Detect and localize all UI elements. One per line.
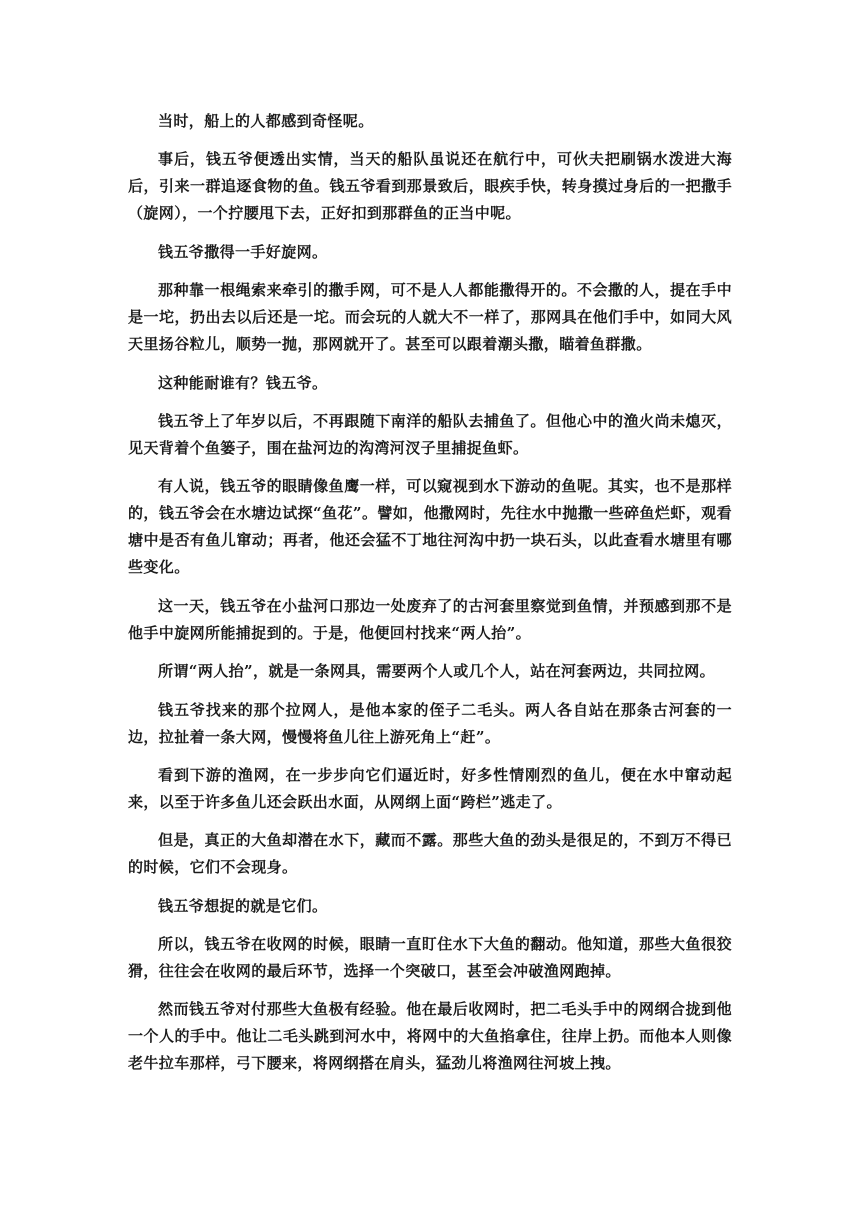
paragraph: 看到下游的渔网，在一步步向它们逼近时，好多性情刚烈的鱼儿，便在水中窜动起来，以至于许多鱼儿还会跃出水面，从网纲上面“跨栏”逃走了。: [128, 765, 732, 811]
paragraph: 钱五爷找来的那个拉网人，是他本家的侄子二毛头。两人各自站在那条古河套的一边，拉扯着一条大网，慢慢将鱼儿往上游死角上“赶”。: [128, 700, 732, 746]
paragraph: 钱五爷想捉的就是它们。: [158, 896, 328, 915]
paragraph: 但是，真正的大鱼却潜在水下，藏而不露。那些大鱼的劲头是很足的，不到万不得已的时候，它们不会现身。: [128, 831, 732, 877]
paragraph: 所谓“两人抬”，就是一条网具，需要两个人或几个人，站在河套两边，共同拉网。: [158, 662, 716, 681]
body-text: [128, 108, 732, 1089]
paragraph: 然而钱五爷对付那些大鱼极有经验。他在最后收网时，把二毛头手中的网纲合拢到他一个人的手中。他让二毛头跳到河水中，将网中的大鱼掐拿住，往岸上扔。而他本人则像老牛拉车那样，弓下腰来，将网纲搭在肩头，猛劲儿将渔网往河坡上拽。: [128, 1000, 732, 1073]
paragraph: 这种能耐谁有？钱五爷。: [158, 373, 328, 392]
paragraph: 事后，钱五爷便透出实情，当天的船队虽说还在航行中，可伙夫把刷锅水泼进大海后，引来一群追逐食物的鱼。钱五爷看到那景致后，眼疾手快，转身摸过身后的一把撒手（旋网），一个拧腰甩下去，正好扣到那群鱼的正当中呢。: [128, 150, 732, 223]
paragraph: 所以，钱五爷在收网的时候，眼睛一直盯住水下大鱼的翻动。他知道，那些大鱼很狡猾，往往会在收网的最后环节，选择一个突破口，甚至会冲破渔网跑掉。: [128, 935, 732, 981]
paragraph: 钱五爷撒得一手好旋网。: [158, 242, 328, 261]
paragraph: 那种靠一根绳索来牵引的撒手网，可不是人人都能撒得开的。不会撒的人，提在手中是一坨，扔出去以后还是一坨。而会玩的人就大不一样了，那网具在他们手中，如同大风天里扬谷粒儿，顺势一抛，那网就开了。甚至可以跟着潮头撒，瞄着鱼群撒。: [128, 281, 732, 354]
paragraph: 钱五爷上了年岁以后，不再跟随下南洋的船队去捕鱼了。但他心中的渔火尚未熄灭，见天背着个鱼篓子，围在盐河边的沟湾河汊子里捕捉鱼虾。: [128, 411, 732, 457]
paragraph: 这一天，钱五爷在小盐河口那边一处废弃了的古河套里察觉到鱼情，并预感到那不是他手中旋网所能捕捉到的。于是，他便回村找来“两人抬”。: [128, 596, 732, 642]
paragraph: 当时，船上的人都感到奇怪呢。: [158, 112, 374, 130]
paragraph: 有人说，钱五爷的眼睛像鱼鹰一样，可以窥视到水下游动的鱼呢。其实，也不是那样的，钱五爷会在水塘边试探“鱼花”。譬如，他撒网时，先往水中抛撒一些碎鱼烂虾，观看塘中是否有鱼儿窜动；再者，他还会猛不丁地往河沟中扔一块石头，以此查看水塘里有哪些变化。: [128, 477, 732, 577]
